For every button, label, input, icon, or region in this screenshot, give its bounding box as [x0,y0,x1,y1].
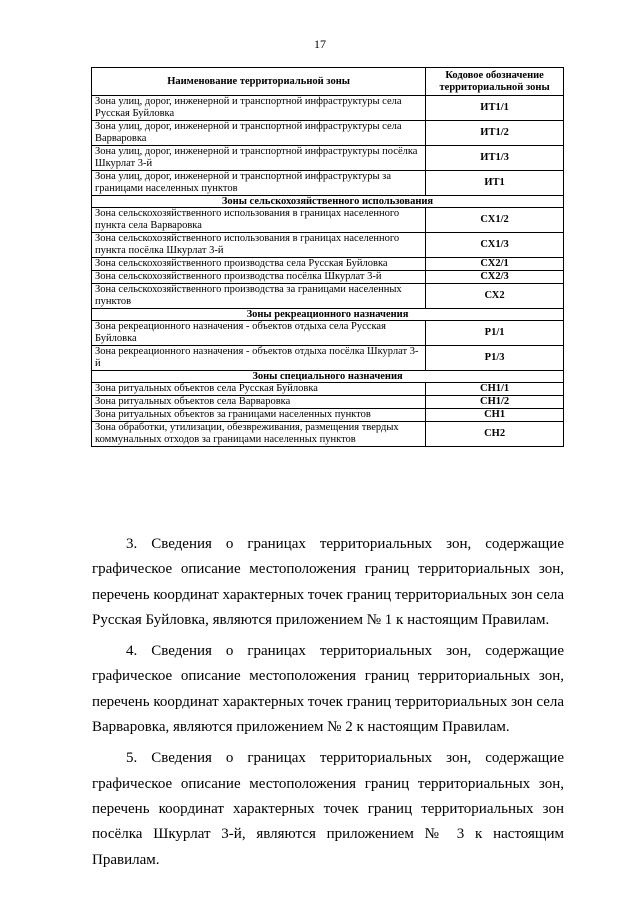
paragraph: 4. Сведения о границах территориальных зон, содержащие графическое описание местоположения границ территориальных зон, перечень координат характерных точек границ территориальных зон села Варваровка, являются приложением № 2 к настоящим Правилам. [92,643,564,736]
zone-name-cell: Зона сельскохозяйственного производства за границами населенных пунктов [92,284,426,309]
zone-code-cell: СХ2/1 [426,258,564,271]
zone-code-cell: ИТ1/2 [426,121,564,146]
zone-name-cell: Зона улиц, дорог, инженерной и транспортной инфраструктуры села Варваровка [92,121,426,146]
zone-code-cell: СХ2 [426,284,564,309]
table-body [92,96,564,447]
table-row [92,346,564,371]
zone-name-cell: Зона ритуальных объектов села Русская Буйловка [92,383,426,396]
paragraph: 3. Сведения о границах территориальных зон, содержащие графическое описание местоположения границ территориальных зон, перечень координат характерных точек границ территориальных зон села Русская Буйловка, являются приложением № 1 к настоящим Правилам. [92,536,564,628]
zone-name-cell: Зона обработки, утилизации, обезвреживания, размещения твердых коммунальных отходов за границами населенных пунктов [92,422,426,447]
section-row [92,371,564,383]
zone-code-cell: СХ1/2 [426,208,564,233]
table-row [92,383,564,396]
zone-name-cell: Зона сельскохозяйственного использования в границах населенного пункта посёлка Шкурлат 3-й [92,233,426,258]
table-row [92,422,564,447]
zone-code-cell: СН2 [426,422,564,447]
zone-name-cell: Зона сельскохозяйственного производства села Русская Буйловка [92,258,426,271]
table-row [92,96,564,121]
zones-table [91,67,564,447]
zone-name-cell: Зона рекреационного назначения - объектов отдыха посёлка Шкурлат 3-й [92,346,426,371]
zone-name-cell: Зона ритуальных объектов села Варваровка [92,396,426,409]
page-number: 17 [314,37,326,51]
zone-name-cell: Зона рекреационного назначения - объектов отдыха села Русская Буйловка [92,321,426,346]
zone-code-cell: Р1/1 [426,321,564,346]
table-row [92,409,564,422]
section-title: Зоны специального назначения [92,371,564,383]
table-row [92,146,564,171]
zone-code-cell: СН1/1 [426,383,564,396]
header-zone-name: Наименование территориальной зоны [92,68,426,96]
table-row [92,258,564,271]
zone-code-cell: СН1/2 [426,396,564,409]
zone-code-cell: ИТ1/3 [426,146,564,171]
zone-name-cell: Зона улиц, дорог, инженерной и транспортной инфраструктуры за границами населенных пунктов [92,171,426,196]
zone-code-cell: СН1 [426,409,564,422]
body-text [92,532,564,879]
table-row [92,396,564,409]
paragraph: 5. Сведения о границах территориальных зон, содержащие графическое описание местоположения границ территориальных зон, перечень координат характерных точек границ территориальных зон посёлка Шкурлат 3-й, являются приложением № 3 к настоящим Правилам. [92,750,564,868]
zone-name-cell: Зона улиц, дорог, инженерной и транспортной инфраструктуры посёлка Шкурлат 3-й [92,146,426,171]
zone-code-cell: СХ2/3 [426,271,564,284]
table-row [92,284,564,309]
zone-name-cell: Зона сельскохозяйственного производства посёлка Шкурлат 3-й [92,271,426,284]
zone-code-cell: СХ1/3 [426,233,564,258]
zone-code-cell: ИТ1/1 [426,96,564,121]
section-title: Зоны рекреационного назначения [92,309,564,321]
table-header-row [92,68,564,96]
zone-name-cell: Зона сельскохозяйственного использования в границах населенного пункта села Варваровка [92,208,426,233]
zone-code-cell: Р1/3 [426,346,564,371]
section-row [92,196,564,208]
table-row [92,233,564,258]
table-row [92,321,564,346]
zone-name-cell: Зона ритуальных объектов за границами населенных пунктов [92,409,426,422]
header-zone-code: Кодовое обозначение территориальной зоны [426,68,564,96]
section-title: Зоны сельскохозяйственного использования [92,196,564,208]
section-row [92,309,564,321]
table-row [92,171,564,196]
table-row [92,208,564,233]
table-row [92,121,564,146]
zone-name-cell: Зона улиц, дорог, инженерной и транспортной инфраструктуры села Русская Буйловка [92,96,426,121]
table-row [92,271,564,284]
zone-code-cell: ИТ1 [426,171,564,196]
